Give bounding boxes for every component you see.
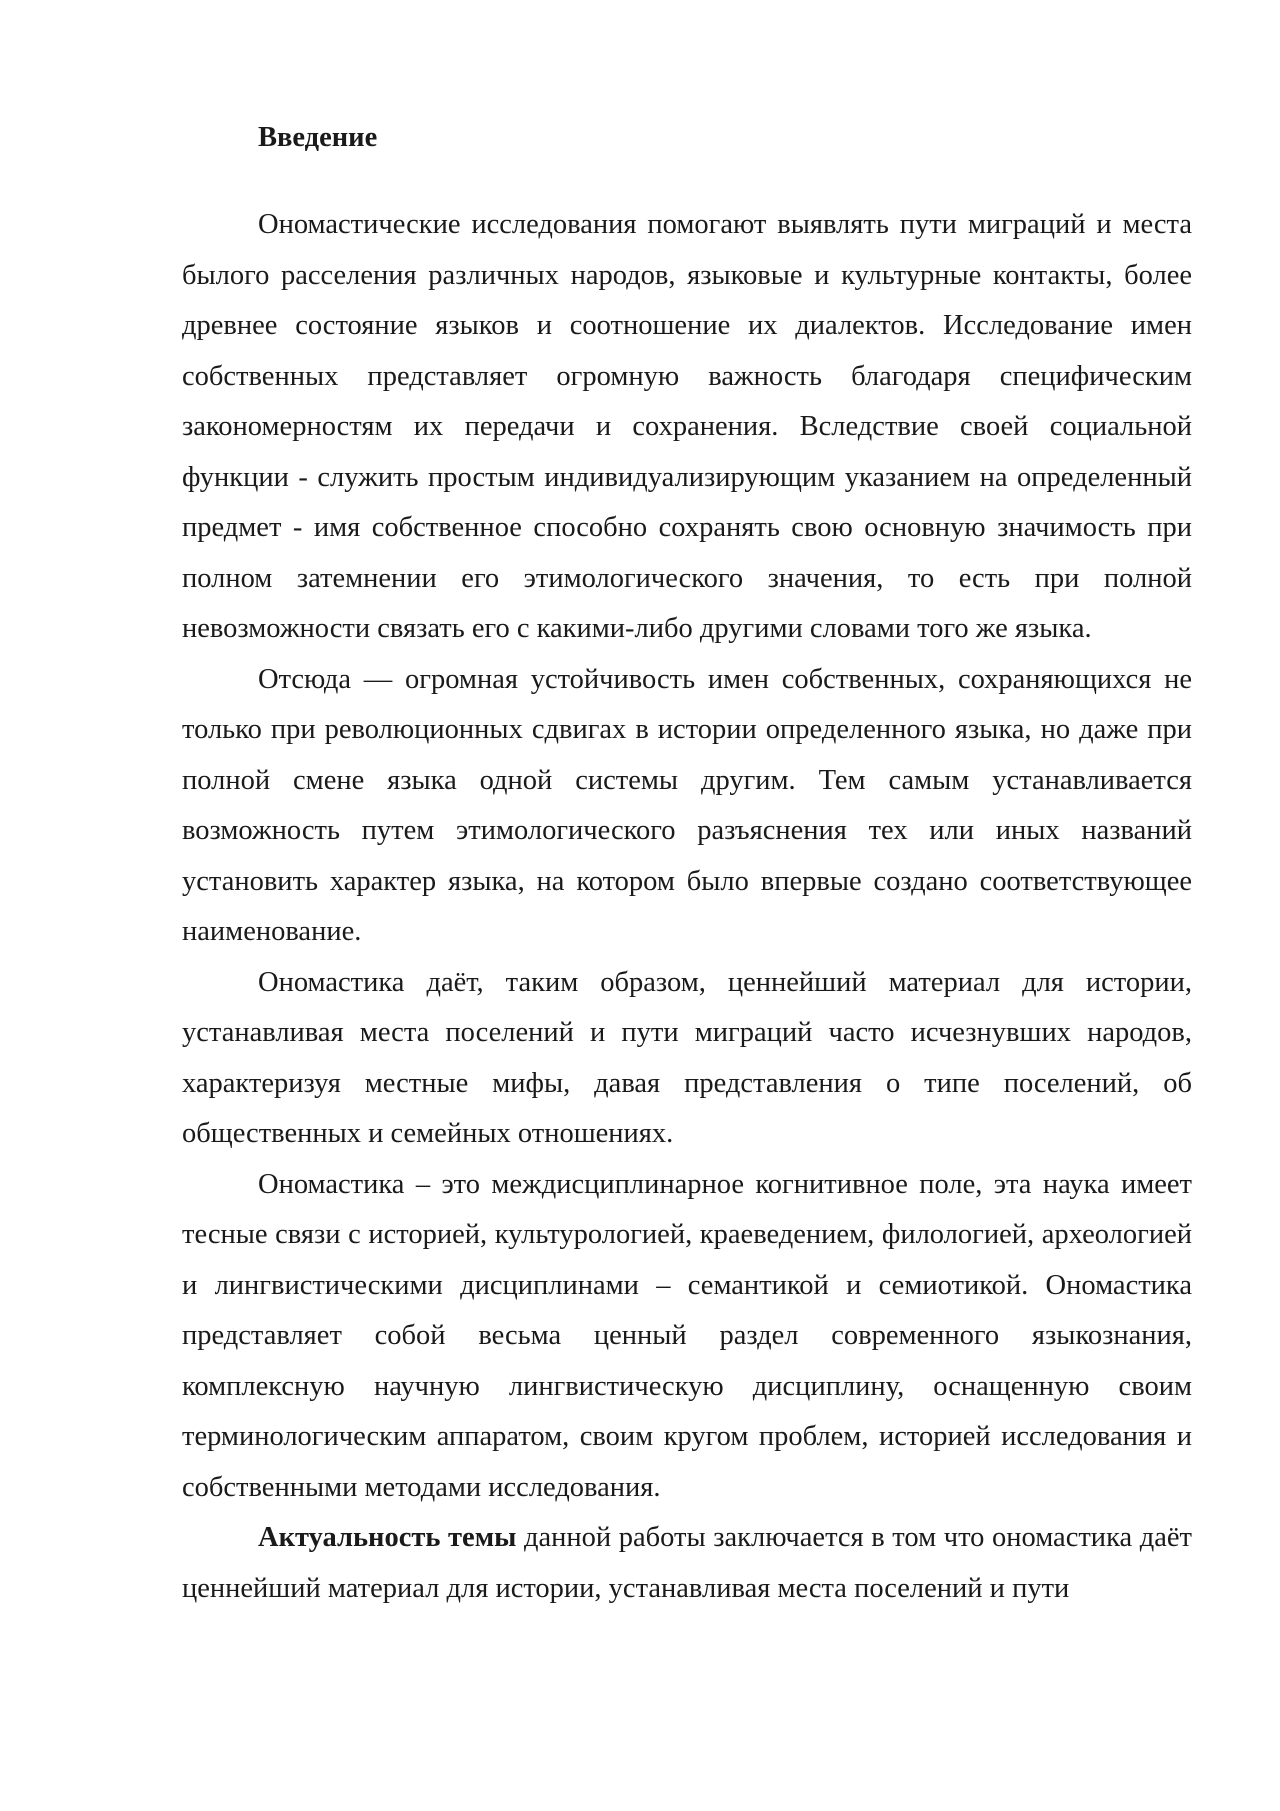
paragraph: Ономастика – это междисциплинарное когнитивное поле, эта наука имеет тесные связи с историей, культурологией, краеведением, филологией, археологией и лингвистическими дисциплинами – семантикой и семиотикой. Ономастика представляет собой весьма ценный раздел современного языкознания, комплексную научную лингвистическую дисциплину, оснащенную своим терминологическим аппаратом, своим кругом проблем, историей исследования и собственными методами исследования. [182, 1168, 1192, 1503]
paragraph: Ономастические исследования помогают выявлять пути миграций и места былого расселения различных народов, языковые и культурные контакты, более древнее состояние языков и соотношение их диалектов. Исследование имен собственных представляет огромную важность благодаря специфическим закономерностям их передачи и сохранения. Вследствие своей социальной функции - служить простым индивидуализирующим указанием на определенный предмет - имя собственное способно сохранять свою основную значимость при полном затемнении его этимологического значения, то есть при полной невозможности связать его с какими-либо другими словами того же языка. [182, 209, 1192, 644]
paragraph-relevance [182, 1513, 1192, 1614]
paragraph: Ономастика даёт, таким образом, ценнейший материал для истории, устанавливая места поселений и пути миграций часто исчезнувших народов, характеризуя местные мифы, давая представления о типе поселений, об общественных и семейных отношениях. [182, 966, 1192, 1149]
relevance-text: данной работы заключается в том что ономастика даёт ценнейший материал для истории, устанавливая места поселений и пути [182, 1522, 1192, 1604]
paragraph: Отсюда — огромная устойчивость имен собственных, сохраняющихся не только при революционных сдвигах в истории определенного языка, но даже при полной смене языка одной системы другим. Тем самым устанавливается возможность путем этимологического разъяснения тех или иных названий установить характер языка, на котором было впервые создано соответствующее наименование. [182, 663, 1192, 947]
document-body [182, 118, 1192, 1614]
section-heading: Введение [258, 122, 378, 153]
relevance-lead: Актуальность темы [258, 1522, 517, 1553]
